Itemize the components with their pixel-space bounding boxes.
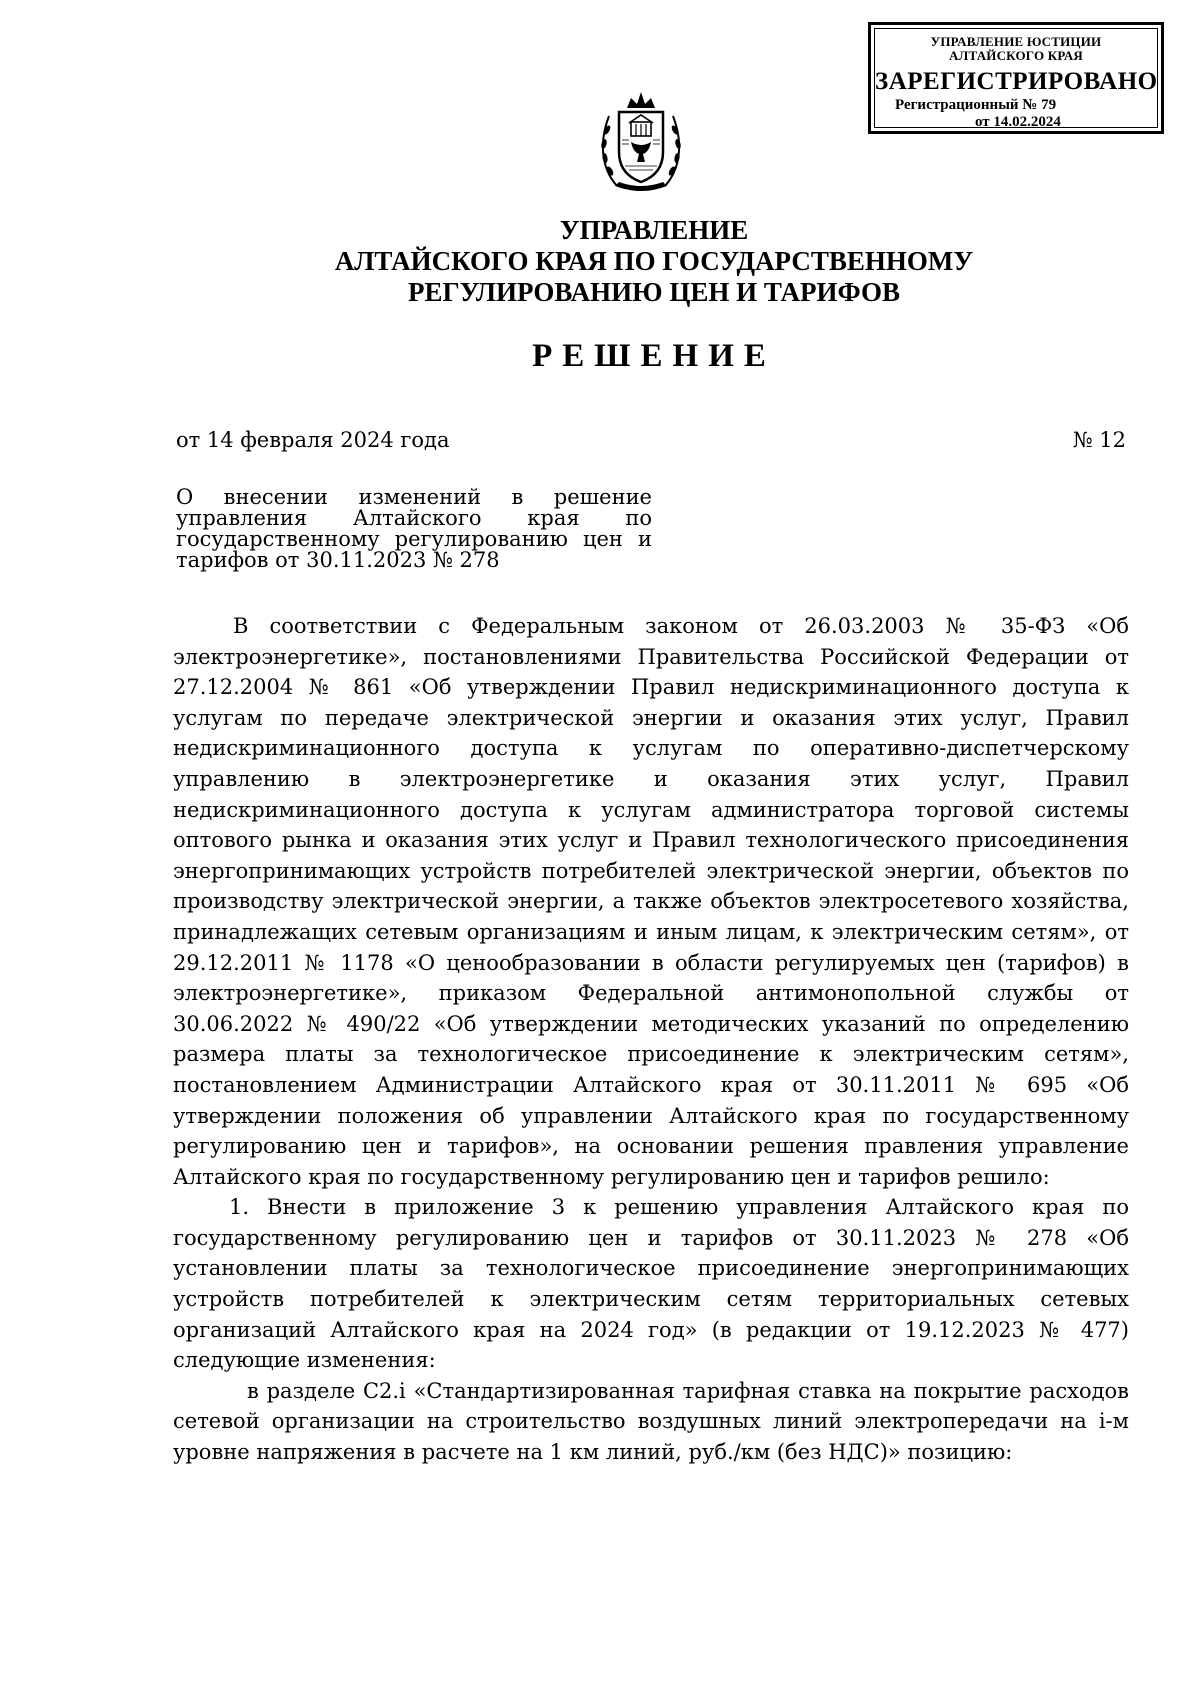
item-1-paragraph: 1. Внести в приложение 3 к решению управления Алтайского края по государственному регулированию цен и тарифов от 30.11.2023 № 278 «Об установлении платы за технологическое присоединение энергопринимающих устройств потребителей к электрическим сетям территориальных сетевых организаций Алтайского края на 2024 год» (в редакции от 19.12.2023 № 477) следующие изменения: xyxy=(173,1195,1129,1373)
authority-line2: АЛТАЙСКОГО КРАЯ ПО ГОСУДАРСТВЕННОМУ xyxy=(334,246,974,276)
altai-krai-coat-of-arms-icon xyxy=(597,86,685,194)
registration-stamp xyxy=(868,22,1164,134)
stamp-org xyxy=(875,35,1157,63)
stamp-reg-date: от 14.02.2024 xyxy=(975,114,1061,130)
stamp-org-line2: АЛТАЙСКОГО КРАЯ xyxy=(949,48,1083,63)
authority-line3: РЕГУЛИРОВАНИЮ ЦЕН И ТАРИФОВ xyxy=(407,277,901,307)
document-number: № 12 xyxy=(1072,428,1126,452)
authority-line1: УПРАВЛЕНИЕ xyxy=(559,215,749,245)
document-body xyxy=(173,611,1129,1468)
stamp-reg-number: Регистрационный № 79 xyxy=(895,97,1057,113)
stamp-inner-frame xyxy=(874,28,1158,128)
document-subject: О внесении изменений в решение управления Алтайского края по государственному регулированию цен и тарифов от 30.11.2023 № 278 xyxy=(176,485,652,572)
document-type: РЕШЕНИЕ xyxy=(532,338,776,374)
date-number-line xyxy=(176,428,1126,452)
stamp-status: ЗАРЕГИСТРИРОВАНО xyxy=(875,68,1158,95)
stamp-org-line1: УПРАВЛЕНИЕ ЮСТИЦИИ xyxy=(930,34,1102,49)
document-date: от 14 февраля 2024 года xyxy=(176,428,450,452)
preamble-paragraph: В соответствии с Федеральным законом от 26.03.2003 № 35-ФЗ «Об электроэнергетике», постановлениями Правительства Российской Федерации от 27.12.2004 № 861 «Об утверждении Правил недискриминационного доступа к услугам по передаче электрической энергии и оказания этих услуг, Правил недискриминационного доступа к услугам по оперативно-диспетчерскому управлению в электроэнергетике и оказания этих услуг, Правил недискриминационного доступа к услугам администратора торговой системы оптового рынка и оказания этих услуг и Правил технологического присоединения энергопринимающих устройств потребителей электрической энергии, объектов по производству электрической энергии, а также объектов электросетевого хозяйства, принадлежащих сетевым организациям и иным лицам, к электрическим сетям», от 29.12.2011 № 1178 «О ценообразовании в области регулируемых цен (тарифов) в электроэнергетике», приказом Федеральной антимонопольной службы от 30.06.2022 № 490/22 «Об утверждении методических указаний по определению размера платы за технологическое присоединение к электрическим сетям», постановлением Администрации Алтайского края от 30.11.2011 № 695 «Об утверждении положения об управлении Алтайского края по государственному регулированию цен и тарифов», на основании решения правления управление Алтайского края по государственному регулированию цен и тарифов решило: xyxy=(173,614,1129,1189)
issuing-authority xyxy=(0,215,1200,308)
item-1-sub-paragraph: в разделе С2.i «Стандартизированная тарифная ставка на покрытие расходов сетевой организации на строительство воздушных линий электропередачи на i-м уровне напряжения в расчете на 1 км линий, руб./км (без НДС)» позицию: xyxy=(173,1378,1129,1465)
